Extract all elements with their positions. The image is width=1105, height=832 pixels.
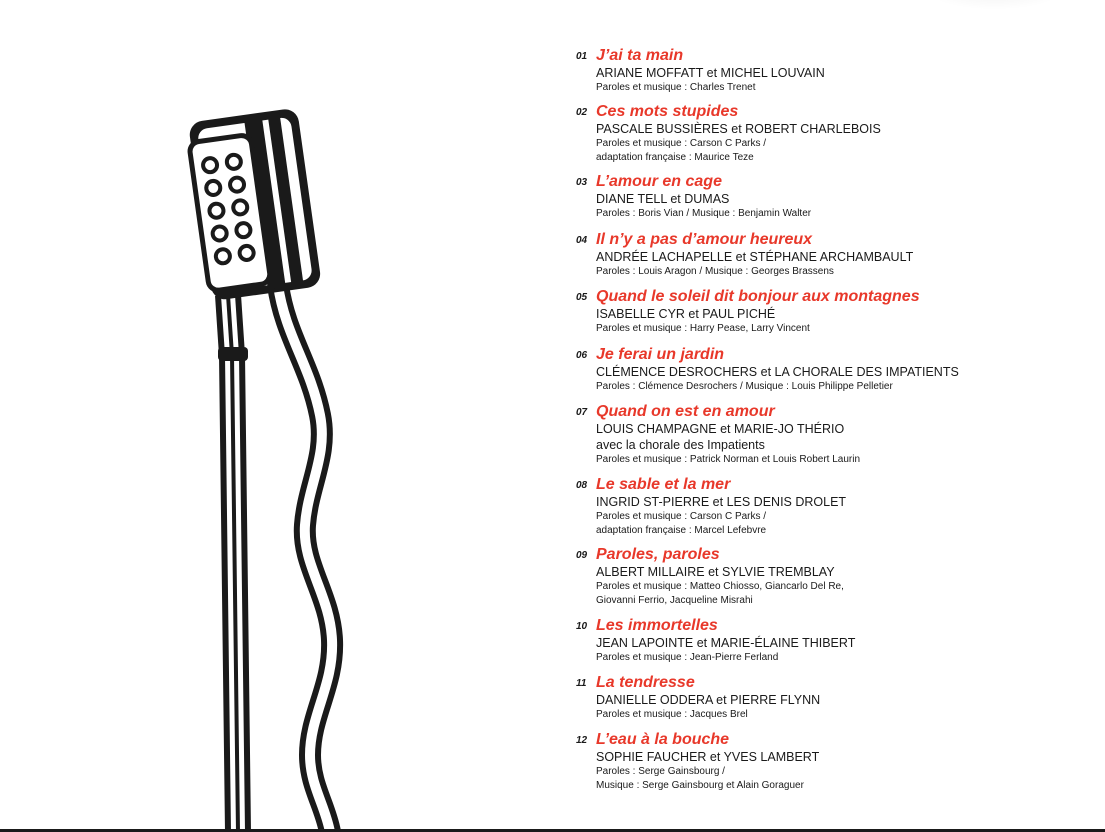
track-number: 05 [576, 292, 588, 303]
track-credits [596, 81, 825, 95]
track-credits [596, 651, 855, 665]
track-item [576, 288, 920, 336]
track-credit-line: Paroles : Serge Gainsbourg / [596, 766, 725, 777]
track-artist [596, 749, 819, 765]
track-number: 09 [576, 550, 588, 561]
track-title: Je ferai un jardin [596, 346, 725, 363]
track-credit-line: Paroles et musique : Carson C Parks / [596, 511, 767, 522]
track-artist [596, 121, 881, 137]
track-item [576, 403, 860, 467]
track-artist [596, 364, 959, 380]
track-number: 11 [576, 678, 587, 689]
track-number: 04 [576, 235, 588, 246]
track-artist [596, 306, 920, 322]
track-item [576, 731, 819, 793]
track-item [576, 617, 855, 665]
track-title: Le sable et la mer [596, 476, 731, 493]
track-title: Les immortelles [596, 617, 718, 634]
track-number: 08 [576, 480, 588, 491]
track-artist-line: ARIANE MOFFATT et MICHEL LOUVAIN [596, 66, 825, 80]
track-item [576, 103, 881, 165]
track-title: L’eau à la bouche [596, 731, 730, 748]
track-artist [596, 635, 855, 651]
track-credit-line: Paroles : Clémence Desrochers / Musique : Louis Philippe Pelletier [596, 381, 893, 392]
track-credits [596, 765, 819, 793]
track-item [576, 47, 825, 95]
track-credits [596, 322, 920, 336]
track-number: 06 [576, 350, 588, 361]
track-artist [596, 692, 820, 708]
track-credit-line: Paroles et musique : Harry Pease, Larry Vincent [596, 323, 810, 334]
track-credit-line: adaptation française : Maurice Teze [596, 152, 754, 163]
track-artist [596, 421, 860, 453]
track-artist [596, 249, 913, 265]
track-item [576, 173, 811, 221]
track-credits [596, 137, 881, 165]
track-artist [596, 494, 846, 510]
track-credit-line: Paroles : Louis Aragon / Musique : Georges Brassens [596, 266, 834, 277]
track-credits [596, 708, 820, 722]
track-artist-line: SOPHIE FAUCHER et YVES LAMBERT [596, 750, 820, 764]
track-artist-line: ALBERT MILLAIRE et SYLVIE TREMBLAY [596, 565, 835, 579]
track-title: Quand on est en amour [596, 403, 775, 420]
track-title: La tendresse [596, 674, 695, 691]
track-artist-line: ANDRÉE LACHAPELLE et STÉPHANE ARCHAMBAULT [596, 250, 914, 264]
microphone-cable [278, 285, 332, 832]
track-credit-line: Paroles et musique : Carson C Parks / [596, 138, 767, 149]
track-artist-line: avec la chorale des Impatients [596, 438, 765, 452]
track-number: 03 [576, 177, 588, 188]
track-credits [596, 580, 844, 608]
track-number: 12 [576, 735, 588, 746]
track-credits [596, 265, 913, 279]
track-artist-line: PASCALE BUSSIÈRES et ROBERT CHARLEBOIS [596, 122, 881, 136]
track-artist-line: ISABELLE CYR et PAUL PICHÉ [596, 307, 776, 321]
track-title: Paroles, paroles [596, 546, 720, 563]
track-credits [596, 453, 860, 467]
track-credit-line: adaptation française : Marcel Lefebvre [596, 525, 767, 536]
track-artist-line: DIANE TELL et DUMAS [596, 192, 730, 206]
track-credit-line: Paroles et musique : Jean-Pierre Ferland [596, 652, 779, 663]
track-credits [596, 510, 846, 538]
microphone-illustration [160, 95, 380, 832]
corner-smudge [925, 0, 1065, 10]
track-title: Ces mots stupides [596, 103, 739, 120]
track-item [576, 231, 913, 279]
track-item [576, 476, 846, 538]
track-item [576, 674, 820, 722]
microphone-head [186, 108, 322, 302]
track-artist [596, 65, 825, 81]
track-artist [596, 564, 844, 580]
track-credit-line: Giovanni Ferrio, Jacqueline Misrahi [596, 595, 753, 606]
track-artist-line: LOUIS CHAMPAGNE et MARIE-JO THÉRIO [596, 422, 845, 436]
microphone-stand [218, 295, 248, 832]
track-number: 10 [576, 621, 588, 632]
track-number: 02 [576, 107, 588, 118]
track-number: 01 [576, 51, 588, 62]
track-credit-line: Paroles et musique : Patrick Norman et Louis Robert Laurin [596, 454, 861, 465]
track-title: J’ai ta main [596, 47, 684, 64]
track-credit-line: Paroles et musique : Jacques Brel [596, 709, 748, 720]
track-item [576, 346, 959, 394]
track-artist-line: CLÉMENCE DESROCHERS et LA CHORALE DES IMPATIENTS [596, 365, 959, 379]
track-credit-line: Paroles et musique : Matteo Chiosso, Giancarlo Del Re, [596, 581, 844, 592]
track-title: Quand le soleil dit bonjour aux montagnes [596, 288, 920, 305]
track-artist [596, 191, 811, 207]
track-credit-line: Musique : Serge Gainsbourg et Alain Goraguer [596, 780, 804, 791]
track-title: Il n’y a pas d’amour heureux [596, 231, 813, 248]
track-credit-line: Paroles et musique : Charles Trenet [596, 82, 756, 93]
track-artist-line: JEAN LAPOINTE et MARIE-ÉLAINE THIBERT [596, 636, 856, 650]
track-artist-line: DANIELLE ODDERA et PIERRE FLYNN [596, 693, 821, 707]
track-credits [596, 380, 959, 394]
track-credit-line: Paroles : Boris Vian / Musique : Benjamin Walter [596, 208, 812, 219]
track-title: L’amour en cage [596, 173, 722, 190]
track-artist-line: INGRID ST-PIERRE et LES DENIS DROLET [596, 495, 847, 509]
track-item [576, 546, 844, 608]
track-number: 07 [576, 407, 588, 418]
track-credits [596, 207, 811, 221]
